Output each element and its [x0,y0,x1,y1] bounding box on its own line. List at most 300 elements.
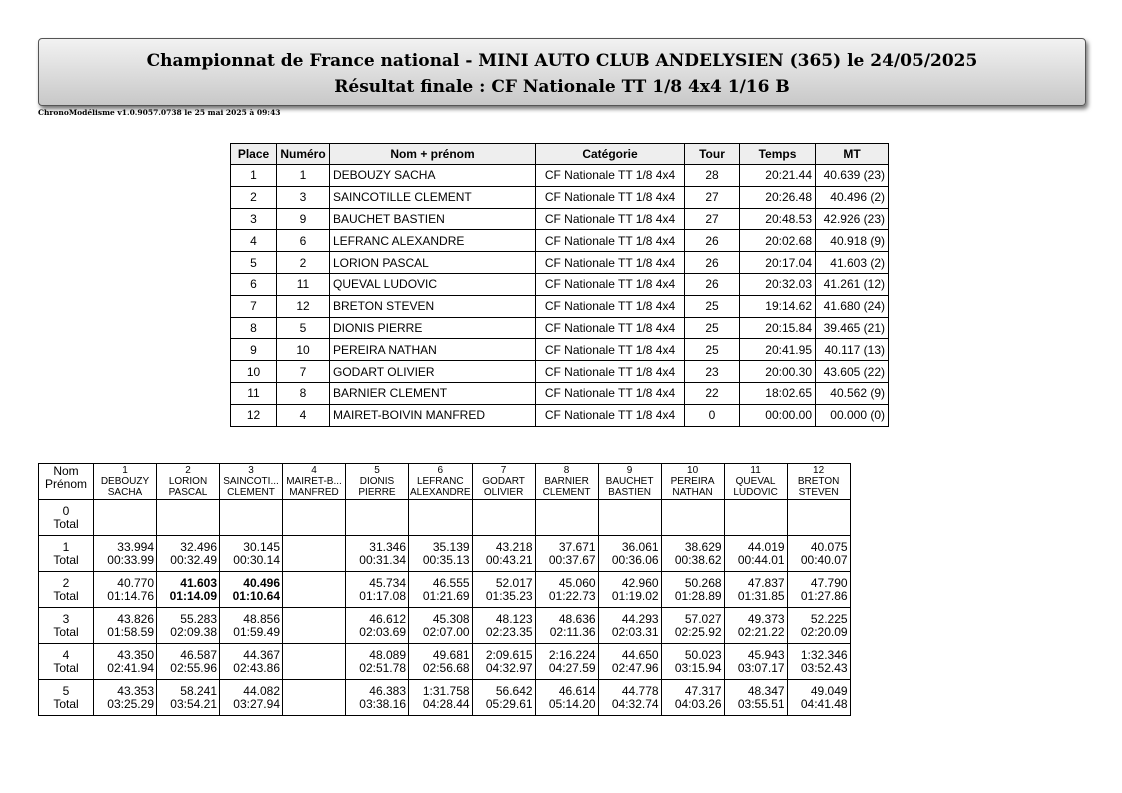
lap-time: 35.139 [432,539,470,554]
lap-time-cell [220,572,283,608]
col-numero-header: Numéro [277,144,330,165]
lap-row-label [39,608,94,644]
results-cell: DIONIS PIERRE [330,317,536,339]
lap-time: 2:16.224 [548,647,596,662]
results-cell: QUEVAL LUDOVIC [330,273,536,295]
lap-time-cell [598,572,661,608]
corner-label-prenom: Prénom [44,477,88,491]
lap-row [39,644,851,680]
results-cell: 7 [231,295,277,317]
driver-header-last: BRETON [797,476,840,487]
lap-time-cell [787,644,850,680]
lap-time: 48.089 [369,647,406,662]
results-cell: BARNIER CLEMENT [330,382,536,404]
lap-time-cell [472,572,535,608]
driver-header-first: CLEMENT [542,487,591,498]
results-cell: 00:00.00 [740,404,816,426]
results-cell: CF Nationale TT 1/8 4x4 [536,273,685,295]
results-cell: 25 [685,295,740,317]
results-cell: 27 [685,208,740,230]
results-cell: 4 [277,404,330,426]
cumulative-time: 04:28.44 [422,696,470,711]
cumulative-time: 02:47.96 [611,660,659,675]
lap-time: 45.060 [558,575,596,590]
results-row [231,165,889,187]
cumulative-time: 01:17.08 [359,588,406,603]
results-cell: 12 [277,295,330,317]
cumulative-time: 04:03.26 [674,696,722,711]
cumulative-time: 03:15.94 [674,660,722,675]
cumulative-time: 01:35.23 [485,588,533,603]
lap-time-cell [157,644,220,680]
col-mt-header: MT [816,144,889,165]
lap-time-cell [787,608,850,644]
cumulative-time: 00:32.49 [170,552,217,567]
lap-time: 41.603 [180,575,217,590]
results-row [231,230,889,252]
lap-time: 46.383 [369,683,406,698]
driver-column-header [535,464,598,500]
lap-time: 49.049 [810,683,848,698]
lap-time-cell [472,500,535,536]
driver-header-first: ALEXANDRE [410,487,471,498]
results-cell: 42.926 (23) [816,208,889,230]
cumulative-time: 04:27.59 [548,660,596,675]
lap-row-label [39,644,94,680]
lap-time-cell [346,536,409,572]
cumulative-time: 01:58.59 [107,624,154,639]
results-row [231,273,889,295]
results-cell: 6 [231,273,277,295]
results-cell: 41.680 (24) [816,295,889,317]
lap-time-cell [598,608,661,644]
lap-time: 52.225 [810,611,848,626]
results-cell: 20:17.04 [740,252,816,274]
results-cell: 9 [277,208,330,230]
lap-number: 1 [62,539,70,554]
lap-row [39,572,851,608]
driver-header-first: PIERRE [358,487,396,498]
results-cell: CF Nationale TT 1/8 4x4 [536,230,685,252]
driver-header-last: LEFRANC [416,476,464,487]
lap-time-cell [94,644,157,680]
driver-column-header [94,464,157,500]
lap-time-cell [220,644,283,680]
driver-header-num: 7 [500,465,507,476]
results-cell: 26 [685,273,740,295]
lap-time: 32.496 [180,539,217,554]
lap-time: 46.555 [432,575,470,590]
driver-header-first: PASCAL [168,487,208,498]
lap-time: 45.734 [369,575,406,590]
lap-time-cell [661,680,724,716]
lap-time: 42.960 [621,575,659,590]
results-cell: CF Nationale TT 1/8 4x4 [536,208,685,230]
lap-time-cell [346,572,409,608]
results-cell: 40.117 (13) [816,339,889,361]
results-cell: 20:00.30 [740,361,816,383]
cumulative-time: 02:21.22 [737,624,785,639]
driver-header-num: 11 [750,465,761,476]
lap-total-label: Total [53,552,79,567]
lap-time-cell [346,608,409,644]
lap-number: 5 [62,683,70,698]
results-cell: 39.465 (21) [816,317,889,339]
results-cell: 26 [685,252,740,274]
driver-header-first: MANFRED [289,487,339,498]
results-cell: GODART OLIVIER [330,361,536,383]
lap-time: 56.642 [495,683,533,698]
cumulative-time: 03:38.16 [359,696,406,711]
lap-row-label [39,500,94,536]
results-cell: BRETON STEVEN [330,295,536,317]
lap-time-cell [157,572,220,608]
lap-time-cell [346,680,409,716]
results-cell: 22 [685,382,740,404]
results-cell: 3 [277,186,330,208]
lap-time: 44.293 [621,611,659,626]
results-cell: 40.639 (23) [816,165,889,187]
lap-time-cell [157,536,220,572]
cumulative-time: 04:41.48 [800,696,848,711]
cumulative-time: 00:40.07 [800,552,848,567]
results-cell: 19:14.62 [740,295,816,317]
lap-total-label: Total [53,588,79,603]
results-cell: 40.562 (9) [816,382,889,404]
col-name-header: Nom + prénom [330,144,536,165]
results-row [231,186,889,208]
lap-time: 46.612 [369,611,406,626]
driver-header-num: 5 [374,465,380,476]
results-cell: DEBOUZY SACHA [330,165,536,187]
results-cell: 9 [231,339,277,361]
results-row [231,252,889,274]
corner-label-nom: Nom [53,464,79,478]
cumulative-time: 02:55.96 [170,660,217,675]
col-temps-header: Temps [740,144,816,165]
cumulative-time: 01:21.69 [422,588,470,603]
driver-column-header [283,464,346,500]
driver-header-num: 12 [813,465,825,476]
lap-time-cell [661,536,724,572]
cumulative-time: 02:03.69 [359,624,406,639]
lap-time-cell [283,680,346,716]
lap-times-table [38,463,851,716]
driver-column-header [409,464,473,500]
lap-row [39,608,851,644]
cumulative-time: 02:11.36 [549,624,596,639]
lap-time: 55.283 [180,611,217,626]
lap-time-cell [472,644,535,680]
lap-time: 2:09.615 [485,647,533,662]
cumulative-time: 00:33.99 [107,552,154,567]
cumulative-time: 04:32.97 [485,660,533,675]
lap-time: 33.994 [117,539,154,554]
lap-time: 40.770 [117,575,154,590]
lap-time-cell [724,680,787,716]
results-cell: 25 [685,339,740,361]
lap-time-cell [157,608,220,644]
results-cell: 1 [277,165,330,187]
cumulative-time: 00:36.06 [611,552,659,567]
results-cell: 28 [685,165,740,187]
lap-time: 46.587 [180,647,217,662]
lap-time: 48.856 [243,611,280,626]
lap-time: 48.123 [495,611,533,626]
results-row [231,404,889,426]
lap-time: 49.373 [747,611,785,626]
cumulative-time: 02:03.31 [611,624,659,639]
lap-time-cell [724,608,787,644]
results-cell: 12 [231,404,277,426]
cumulative-time: 05:29.61 [485,696,533,711]
lap-time-cell [409,608,473,644]
lap-time-cell [409,644,473,680]
driver-header-num: 10 [687,465,699,476]
driver-header-num: 3 [248,465,254,476]
lap-time-cell [535,500,598,536]
cumulative-time: 02:25.92 [674,624,722,639]
results-cell: 8 [277,382,330,404]
cumulative-time: 00:35.13 [422,552,470,567]
driver-column-header [157,464,220,500]
lap-time-cell [220,536,283,572]
lap-time-cell [535,644,598,680]
driver-header-last: LORION [168,476,208,487]
lap-time: 40.496 [243,575,280,590]
driver-header-last: SAINCOTI... [223,476,279,487]
results-cell: MAIRET-BOIVIN MANFRED [330,404,536,426]
event-title: Championnat de France national - MINI AUTO CLUB ANDELYSIEN (365) le 24/05/2025 [146,51,978,71]
results-cell: 26 [685,230,740,252]
lap-time-cell [346,500,409,536]
driver-header-first: CLEMENT [227,487,275,498]
driver-header-num: 2 [185,465,191,476]
results-cell: CF Nationale TT 1/8 4x4 [536,339,685,361]
results-cell: CF Nationale TT 1/8 4x4 [536,382,685,404]
lap-row-label [39,572,94,608]
lap-time: 44.778 [621,683,659,698]
lap-time-cell [787,680,850,716]
cumulative-time: 03:54.21 [170,696,217,711]
lap-time-cell [409,500,473,536]
lap-time: 47.837 [747,575,785,590]
lap-time-cell [661,500,724,536]
lap-time: 44.019 [747,539,785,554]
lap-time: 43.350 [117,647,154,662]
results-cell: 10 [277,339,330,361]
cumulative-time: 02:56.68 [422,660,470,675]
results-cell: 11 [277,273,330,295]
cumulative-time: 02:43.86 [233,660,280,675]
lap-time-cell [472,536,535,572]
lap-time: 44.367 [243,647,280,662]
driver-header-first: STEVEN [798,487,839,498]
cumulative-time: 02:23.35 [485,624,533,639]
lap-time: 37.671 [558,539,596,554]
driver-header-last: GODART [482,476,525,487]
results-cell: 6 [277,230,330,252]
cumulative-time: 03:07.17 [737,660,785,675]
cumulative-time: 03:27.94 [233,696,280,711]
lap-time-cell [724,536,787,572]
lap-time-cell [94,536,157,572]
results-cell: 00.000 (0) [816,404,889,426]
lap-time: 44.082 [243,683,280,698]
lap-time-cell [220,608,283,644]
driver-header-last: BAUCHET [605,476,654,487]
lap-time-cell [598,644,661,680]
results-cell: 2 [277,252,330,274]
results-cell: 23 [685,361,740,383]
lap-time-cell [283,572,346,608]
lap-time-cell [283,536,346,572]
lap-time-cell [283,644,346,680]
results-cell: LORION PASCAL [330,252,536,274]
cumulative-time: 01:14.76 [107,588,154,603]
lap-time-cell [94,680,157,716]
results-cell: 20:15.84 [740,317,816,339]
lap-time: 1:32.346 [800,647,848,662]
cumulative-time: 02:51.78 [359,660,406,675]
cumulative-time: 01:19.02 [611,588,659,603]
lap-time: 49.681 [432,647,470,662]
results-cell: 20:21.44 [740,165,816,187]
lap-row-label [39,536,94,572]
driver-column-header [787,464,850,500]
lap-time-cell [535,608,598,644]
lap-time-cell [724,500,787,536]
lap-time-cell [157,500,220,536]
cumulative-time: 01:14.09 [169,588,217,603]
cumulative-time: 01:27.86 [800,588,848,603]
results-cell: 40.496 (2) [816,186,889,208]
cumulative-time: 00:38.62 [674,552,722,567]
lap-time-cell [283,608,346,644]
results-cell: 20:32.03 [740,273,816,295]
results-cell: 43.605 (22) [816,361,889,383]
lap-time-cell [283,500,346,536]
name-corner-header [39,464,94,500]
results-cell: 41.261 (12) [816,273,889,295]
results-row [231,382,889,404]
driver-header-first: LUDOVIC [733,487,778,498]
results-cell: PEREIRA NATHAN [330,339,536,361]
lap-time-cell [409,536,473,572]
results-cell: 1 [231,165,277,187]
cumulative-time: 02:09.38 [170,624,217,639]
lap-time: 44.650 [621,647,659,662]
results-cell: 20:26.48 [740,186,816,208]
lap-time: 36.061 [621,539,659,554]
driver-header-num: 9 [626,465,633,476]
cumulative-time: 01:59.49 [233,624,280,639]
driver-column-header [472,464,535,500]
lap-time: 48.347 [747,683,785,698]
driver-header-last: DEBOUZY [100,476,150,487]
lap-time-cell [787,536,850,572]
lap-time-cell [346,644,409,680]
lap-time: 43.353 [117,683,154,698]
lap-time: 43.218 [495,539,533,554]
results-row [231,295,889,317]
driver-header-last: DIONIS [359,476,395,487]
driver-column-header [598,464,661,500]
lap-time: 48.636 [558,611,596,626]
results-cell: 10 [231,361,277,383]
lap-time: 38.629 [684,539,722,554]
results-row [231,208,889,230]
lap-number: 0 [62,503,70,518]
lap-time-cell [598,536,661,572]
results-row [231,339,889,361]
results-cell: 5 [231,252,277,274]
lap-number: 3 [62,611,70,626]
lap-time-cell [661,644,724,680]
results-cell: SAINCOTILLE CLEMENT [330,186,536,208]
lap-time-cell [535,572,598,608]
driver-header-num: 4 [311,465,317,476]
results-cell: 27 [685,186,740,208]
results-cell: BAUCHET BASTIEN [330,208,536,230]
results-cell: 8 [231,317,277,339]
cumulative-time: 02:41.94 [107,660,154,675]
results-cell: CF Nationale TT 1/8 4x4 [536,361,685,383]
driver-header-first: SACHA [107,487,143,498]
lap-time-cell [724,644,787,680]
results-row [231,361,889,383]
lap-time: 43.826 [117,611,154,626]
driver-header-num: 1 [122,465,128,476]
results-table [230,143,889,427]
results-cell: 7 [277,361,330,383]
software-credit: ChronoModélisme v1.0.9057.0738 le 25 mai 2025 à 09:43 [38,108,281,117]
driver-header-last: PEREIRA [670,476,715,487]
cumulative-time: 00:30.14 [233,552,280,567]
lap-time: 31.346 [369,539,406,554]
lap-time-cell [661,572,724,608]
results-cell: 18:02.65 [740,382,816,404]
lap-time: 40.075 [810,539,848,554]
cumulative-time: 01:22.73 [548,588,596,603]
cumulative-time: 00:31.34 [359,552,406,567]
results-cell: 20:48.53 [740,208,816,230]
driver-header-first: NATHAN [672,487,713,498]
lap-time-cell [220,500,283,536]
lap-time: 45.943 [747,647,785,662]
lap-time: 58.241 [180,683,217,698]
col-category-header: Catégorie [536,144,685,165]
results-cell: LEFRANC ALEXANDRE [330,230,536,252]
lap-total-label: Total [53,624,79,639]
result-title: Résultat finale : CF Nationale TT 1/8 4x4 1/16 B [334,77,790,97]
lap-row [39,536,851,572]
lap-row [39,500,851,536]
lap-time-cell [787,500,850,536]
driver-column-header [220,464,283,500]
cumulative-time: 05:14.20 [548,696,596,711]
results-cell: CF Nationale TT 1/8 4x4 [536,165,685,187]
lap-time-cell [787,572,850,608]
results-cell: CF Nationale TT 1/8 4x4 [536,186,685,208]
results-cell: 0 [685,404,740,426]
lap-time-cell [94,572,157,608]
lap-number: 2 [62,575,70,590]
cumulative-time: 00:37.67 [548,552,596,567]
driver-header-last: QUEVAL [735,476,776,487]
driver-column-header [661,464,724,500]
col-place-header: Place [231,144,277,165]
